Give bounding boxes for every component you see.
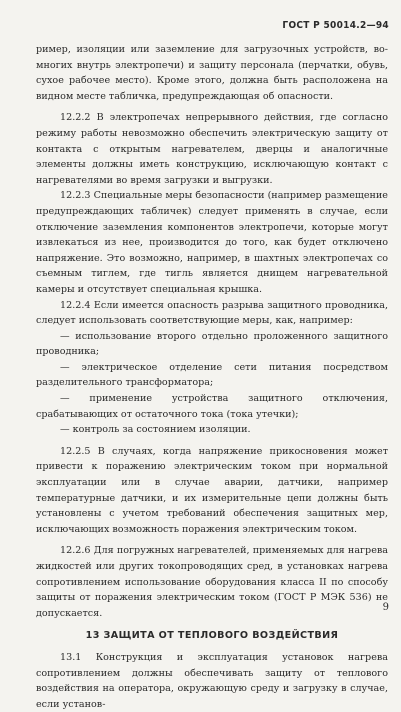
paragraph-12-2-3: 12.2.3 Специальные меры безопасности (например размещение предупреждающих табличек) следует применять в случае, если отключение заземления компонентов электропечи, которые могут извлекаться из нее, производится до того, как будет отключено напряжение. Это возможно, например, в шахтных электропечах со съемным тиглем, где тигль является днищем нагревательной камеры и отсутствует специальная крышка. (36, 190, 388, 295)
paragraph-12-2-4: 12.2.4 Если имеется опасность разрыва защитного проводника, следует использовать соответствующие меры, как, например: (36, 299, 388, 327)
paragraph-13-1: 13.1 Конструкция и эксплуатация установок нагрева сопротивлением должны обеспечивать защиту от теплового воздействия на оператора, окружающую среду и загрузку в случае, если установ- (36, 651, 388, 710)
standard-header: ГОСТ Р 50014.2—94 (282, 20, 389, 31)
paragraph-12-2-6: 12.2.6 Для погружных нагревателей, применяемых для нагрева жидкостей или других токопроводящих сред, в установках нагрева сопротивлением использование оборудования класса II по способу защиты от поражения электрическим током (ГОСТ Р МЭК 536) не допускается. (36, 545, 388, 619)
paragraph-continuation: ример, изоляции или заземление для загрузочных устройств, во-многих внутрь электропечи) и защиту персонала (перчатки, обувь, сухое рабочее место). Кроме этого, должна быть расположена на видном месте табличка, предупреждающая об опасности. (36, 44, 388, 102)
section-heading: 13 ЗАЩИТА ОТ ТЕПЛОВОГО ВОЗДЕЙСТВИЯ (85, 630, 339, 642)
list-item: — контроль за состоянием изоляции. (60, 424, 251, 436)
paragraph-12-2-2: 12.2.2 В электропечах непрерывного действия, где согласно режиму работы невозможно обеспечить электрическую защиту от контакта с открытым нагревателем, дверцы и аналогичные элементы должны иметь конструкцию, исключающую контакт с нагревателями во время загрузки и выгрузки. (36, 112, 388, 186)
list-item: — электрическое отделение сети питания посредством разделительного трансформатора; (36, 361, 388, 389)
paragraph-12-2-5: 12.2.5 В случаях, когда напряжение прикосновения может привести к поражению электрическим током при нормальной эксплуатации или в случае аварии, датчики, например температурные датчики, и их измерительные цепи должны быть установлены с учетом требований обеспечения защитных мер, исключающих возможность поражения электрическим током. (36, 445, 388, 535)
list-item: — использование второго отдельно проложенного защитного проводника; (36, 330, 388, 358)
document-body (36, 42, 388, 712)
page-number: 9 (382, 602, 389, 613)
list-item: — применение устройства защитного отключения, срабатывающих от остаточного тока (тока утечки); (36, 393, 388, 420)
